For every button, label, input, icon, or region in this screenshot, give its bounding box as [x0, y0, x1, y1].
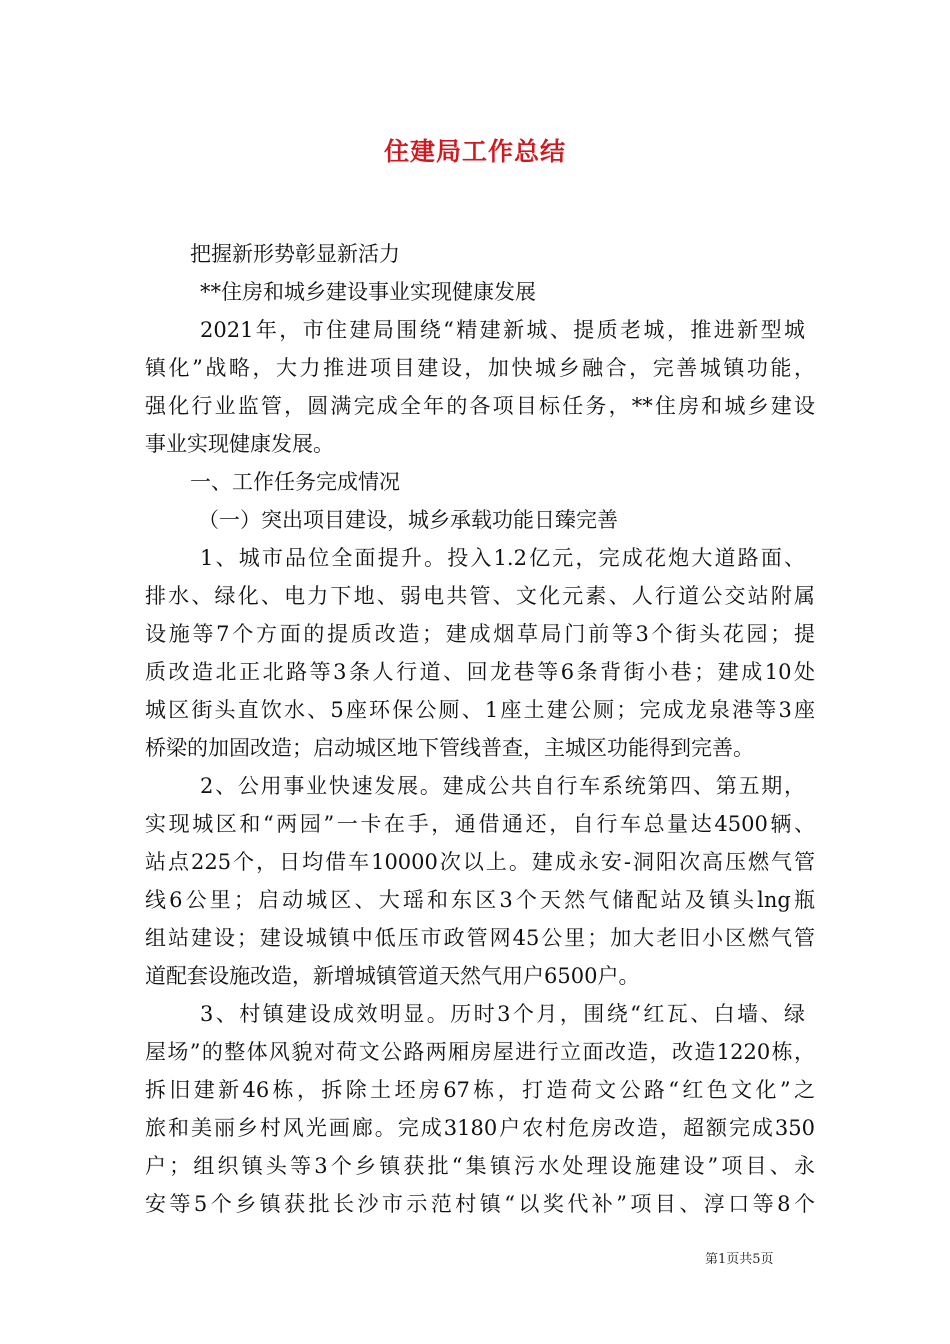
subtitle-line-1: 把握新形势彰显新活力 — [190, 242, 400, 266]
item-3-line: 户；组织镇头等3个乡镇获批“集镇污水处理设施建设”项目、永 — [145, 1154, 815, 1178]
item-2-line: 线6公里；启动城区、大瑶和东区3个天然气储配站及镇头lng瓶 — [145, 888, 815, 912]
item-2-line: 组站建设；建设城镇中低压市政管网45公里；加大老旧小区燃气管 — [145, 926, 815, 950]
intro-line: 强化行业监管，圆满完成全年的各项目标任务，**住房和城乡建设 — [145, 394, 815, 418]
item-2-line: 2、公用事业快速发展。建成公共自行车系统第四、第五期， — [200, 774, 805, 798]
intro-line: 事业实现健康发展。 — [145, 432, 334, 456]
item-1-line: 质改造北正北路等3条人行道、回龙巷等6条背街小巷；建成10处 — [145, 660, 815, 684]
section-heading: 一、工作任务完成情况 — [190, 470, 400, 494]
subsection-heading: （一）突出项目建设，城乡承载功能日臻完善 — [198, 508, 618, 532]
item-1-line: 排水、绿化、电力下地、弱电共管、文化元素、人行道公交站附属 — [145, 584, 815, 608]
item-3-line: 屋场”的整体风貌对荷文公路两厢房屋进行立面改造，改造1220栋， — [145, 1040, 815, 1064]
intro-line: 2021年，市住建局围绕“精建新城、提质老城，推进新型城 — [200, 318, 805, 342]
page-number: 第1页共5页 — [705, 1252, 774, 1267]
item-2-line: 道配套设施改造，新增城镇管道天然气用户6500户。 — [145, 964, 640, 988]
item-1-line: 城区街头直饮水、5座环保公厕、1座土建公厕；完成龙泉港等3座 — [145, 698, 815, 722]
item-1-line: 设施等7个方面的提质改造；建成烟草局门前等3个街头花园；提 — [145, 622, 815, 646]
item-1-line: 1、城市品位全面提升。投入1.2亿元，完成花炮大道路面、 — [200, 546, 805, 570]
item-3-line: 安等5个乡镇获批长沙市示范村镇“以奖代补”项目、淳口等8个 — [145, 1192, 815, 1216]
item-3-line: 旅和美丽乡村风光画廊。完成3180户农村危房改造，超额完成350 — [145, 1116, 815, 1140]
item-1-line: 桥梁的加固改造；启动城区地下管线普查，主城区功能得到完善。 — [145, 736, 754, 760]
item-2-line: 实现城区和“两园”一卡在手，通借通还，自行车总量达4500辆、 — [145, 812, 815, 836]
document-title: 住建局工作总结 — [383, 137, 566, 166]
item-3-line: 3、村镇建设成效明显。历时3个月，围绕“红瓦、白墙、绿 — [200, 1002, 805, 1026]
item-3-line: 拆旧建新46栋，拆除土坯房67栋，打造荷文公路“红色文化”之 — [145, 1078, 815, 1102]
intro-line: 镇化”战略，大力推进项目建设，加快城乡融合，完善城镇功能， — [145, 356, 815, 380]
subtitle-line-2: **住房和城乡建设事业实现健康发展 — [200, 280, 536, 304]
item-2-line: 站点225个，日均借车10000次以上。建成永安-洞阳次高压燃气管 — [145, 850, 815, 874]
